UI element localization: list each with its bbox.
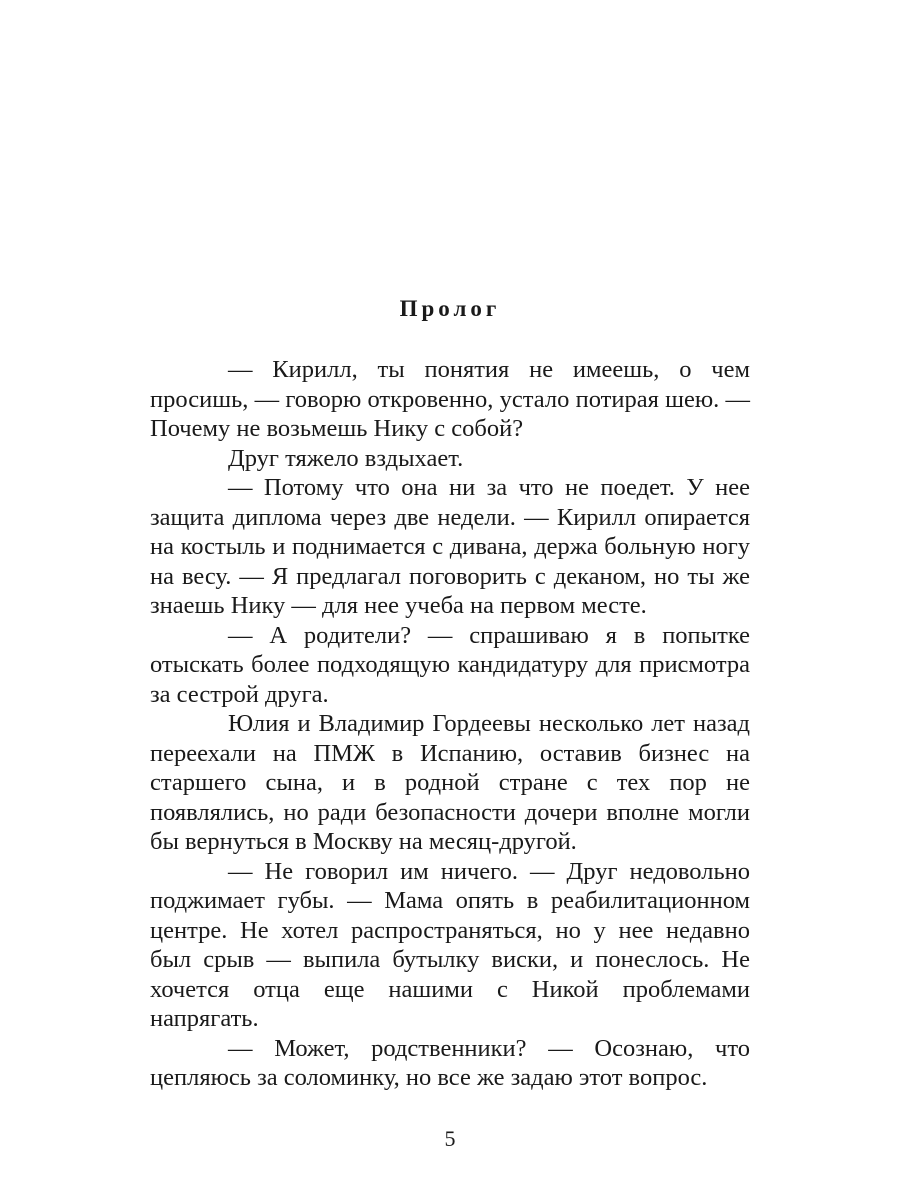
paragraph: — Не говорил им ничего. — Друг недовольно поджимает губы. — Мама опять в реабилитационном центре. Не хотел распространяться, но у нее недавно был срыв — выпила бутылку виски, и понеслось. Не хочется отца еще нашими с Никой проблемами напрягать. [150,857,750,1032]
page-number: 5 [444,1126,456,1151]
paragraph: Юлия и Владимир Гордеевы несколько лет назад переехали на ПМЖ в Испанию, оставив бизнес на старшего сына, и в родной стране с тех пор не появлялись, но ради безопасности дочери вполне могли бы вернуться в Москву на месяц-другой. [150,710,750,855]
paragraph: — А родители? — спрашиваю я в попытке отыскать более подходящую кандидатуру для присмотра за сестрой друга. [150,621,750,708]
paragraph: Друг тяжело вздыхает. [228,444,464,472]
body-text [150,355,750,1093]
paragraph: — Может, родственники? — Осознаю, что цепляюсь за соломинку, но все же задаю этот вопрос. [150,1034,750,1091]
paragraph: — Потому что она ни за что не поедет. У нее защита диплома через две недели. — Кирилл опирается на костыль и поднимается с дивана, держа больную ногу на весу. — Я предлагал поговорить с деканом, но ты же знаешь Нику — для нее учеба на первом месте. [150,474,750,619]
paragraph: — Кирилл, ты понятия не имеешь, о чем просишь, — говорю откровенно, устало потирая шею. — Почему не возьмешь Нику с собой? [150,356,750,442]
chapter-title: Пролог [399,296,501,321]
